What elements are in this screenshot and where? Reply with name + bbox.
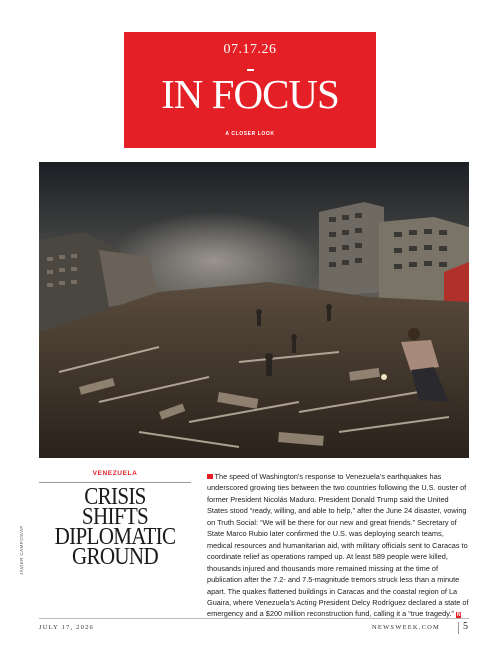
headline-line: CRISIS xyxy=(84,483,146,510)
earthquake-photo xyxy=(39,162,469,458)
article-body xyxy=(207,471,471,620)
footer-date: JULY 17, 2026 xyxy=(39,624,94,631)
article-headline xyxy=(50,483,181,570)
article-kicker: VENEZUELA xyxy=(92,470,138,477)
article-body-text: The speed of Washington’s response to Venezuela’s earthquakes has underscored growing ties between the two countries following the U.S. ouster of former President Nicolás Maduro. President Donald Trump said the United States stood “ready, willing, and able to help,” after the June 24 disaster, vowing on Truth Social: “We will be there for our new and great friends.” Secretary of State Marco Rubio later confirmed the U.S. was deploying search teams, medical resources and humanitarian aid, with military officials sent to Caracas to coordinate relief as operations ramped up. At least 589 people were killed, thousands injured and thousands more remained missing at the time of publication after the 7.2- and 7.5-magnitude tremors struck less than a minute apart. The quakes flattened buildings in Caracas and the coastal region of La Guaira, where Venezuela’s Acting President Delcy Rodríguez declared a state of emergency and a $200 million reconstruction fund, calling it a “true tragedy.” xyxy=(207,472,469,619)
page-number: 5 xyxy=(463,621,468,632)
start-square-icon xyxy=(207,474,213,480)
photo-credit: JAVIER CAMPOS/AP xyxy=(19,525,24,575)
headline-line: DIPLOMATIC xyxy=(54,523,176,550)
section-title: IN FOCUS xyxy=(161,71,339,117)
issue-date: 07.17.26 xyxy=(223,42,277,57)
headline-line: GROUND xyxy=(71,543,158,570)
footer-divider xyxy=(39,618,469,619)
headline-line: SHIFTS xyxy=(81,503,149,530)
section-subtitle: A CLOSER LOOK xyxy=(225,131,275,137)
in-focus-banner xyxy=(124,32,376,148)
footer-separator xyxy=(458,622,459,634)
end-mark-icon: N xyxy=(456,611,461,618)
footer-website[interactable]: NEWSWEEK.COM xyxy=(372,624,441,631)
